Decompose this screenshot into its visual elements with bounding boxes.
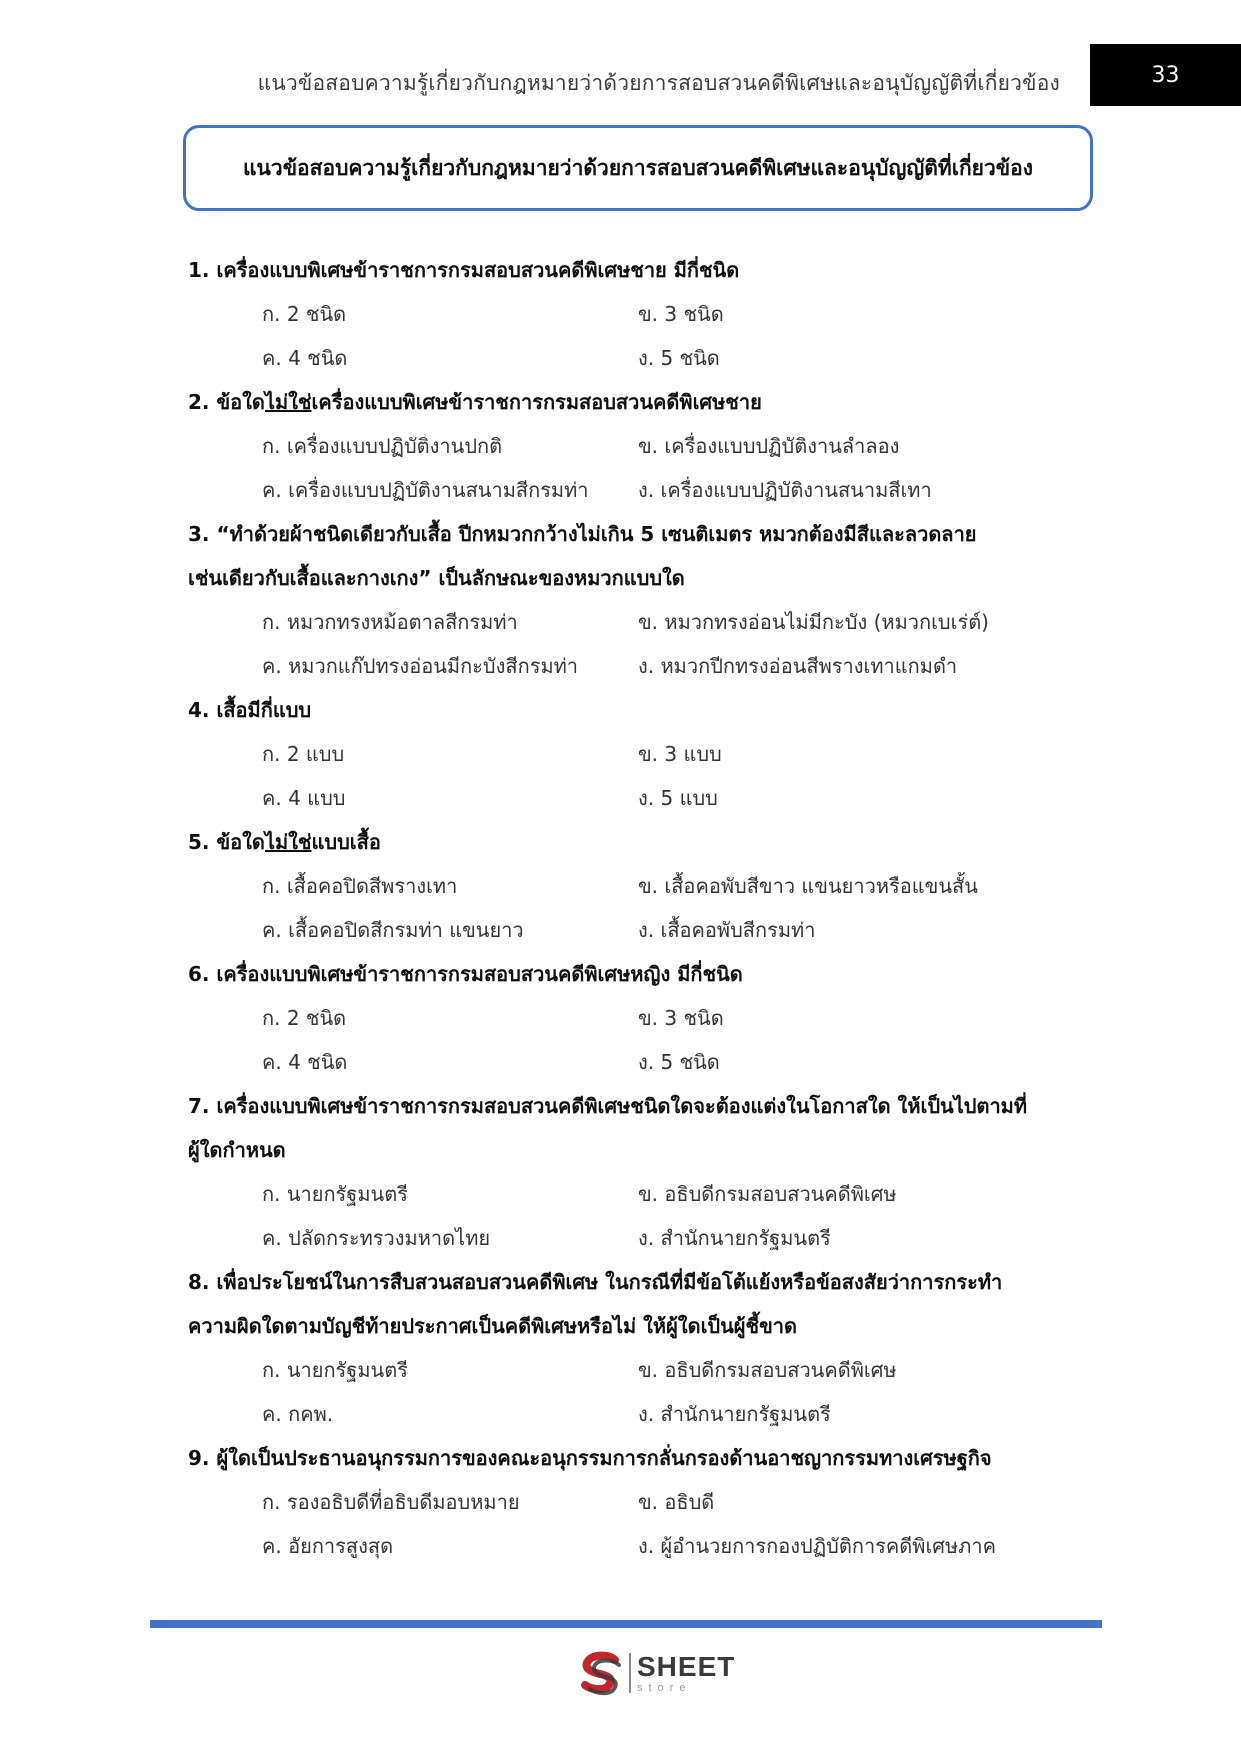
question-text: 1. เครื่องแบบพิเศษข้าราชการกรมสอบสวนคดีพิเศษชาย มีกี่ชนิด: [188, 258, 740, 282]
option-b: ข. เครื่องแบบปฏิบัติงานลำลอง: [638, 434, 900, 458]
question-9: [188, 1436, 1088, 1568]
option-d: ง. หมวกปีกทรงอ่อนสีพรางเทาแกมดำ: [638, 654, 958, 678]
option-d: ง. 5 ชนิด: [638, 346, 720, 370]
option-row: [188, 1348, 1088, 1392]
option-d: ง. สำนักนายกรัฐมนตรี: [638, 1226, 831, 1250]
option-row: [188, 776, 1088, 820]
option-row: [188, 996, 1088, 1040]
logo-subword: store: [637, 1681, 692, 1694]
option-c: ค. 4 แบบ: [262, 786, 346, 810]
option-row: [188, 600, 1088, 644]
option-row: [188, 1392, 1088, 1436]
option-row: [188, 468, 1088, 512]
question-6: [188, 952, 1088, 1084]
question-text: 6. เครื่องแบบพิเศษข้าราชการกรมสอบสวนคดีพิเศษหญิง มีกี่ชนิด: [188, 962, 743, 986]
option-d: ง. 5 แบบ: [638, 786, 718, 810]
option-row: [188, 644, 1088, 688]
option-row: [188, 1480, 1088, 1524]
question-text-line-1: 3. “ทำด้วยผ้าชนิดเดียวกับเสื้อ ปีกหมวกกว้างไม่เกิน 5 เซนติเมตร หมวกต้องมีสีและลวดลาย: [188, 522, 977, 546]
option-a: ก. 2 แบบ: [262, 742, 345, 766]
question-text-line-2: ความผิดใดตามบัญชีท้ายประกาศเป็นคดีพิเศษหรือไม่ ให้ผู้ใดเป็นผู้ชี้ขาด: [188, 1314, 797, 1338]
option-row: [188, 424, 1088, 468]
option-row: [188, 1216, 1088, 1260]
option-c: ค. เสื้อคอปิดสีกรมท่า แขนยาว: [262, 918, 524, 942]
question-text-end: เครื่องแบบพิเศษข้าราชการกรมสอบสวนคดีพิเศษชาย: [311, 390, 762, 414]
option-row: [188, 1524, 1088, 1568]
option-d: ง. เสื้อคอพับสีกรมท่า: [638, 918, 816, 942]
question-text: [188, 380, 1088, 424]
option-row: [188, 336, 1088, 380]
question-list: [188, 248, 1088, 1568]
question-text-line-1: 7. เครื่องแบบพิเศษข้าราชการกรมสอบสวนคดีพิเศษชนิดใดจะต้องแต่งในโอกาสใด ให้เป็นไปตามที่: [188, 1094, 1028, 1118]
option-row: [188, 864, 1088, 908]
option-c: ค. หมวกแก๊ปทรงอ่อนมีกะบังสีกรมท่า: [262, 654, 579, 678]
question-1: [188, 248, 1088, 380]
option-row: [188, 908, 1088, 952]
option-a: ก. นายกรัฐมนตรี: [262, 1182, 408, 1206]
option-d: ง. สำนักนายกรัฐมนตรี: [638, 1402, 831, 1426]
option-row: [188, 1172, 1088, 1216]
question-8: [188, 1260, 1088, 1436]
question-5: [188, 820, 1088, 952]
logo-text: [637, 1650, 736, 1694]
question-3: [188, 512, 1088, 688]
logo-word: SHEET: [637, 1650, 736, 1682]
option-a: ก. เครื่องแบบปฏิบัติงานปกติ: [262, 434, 503, 458]
option-row: [188, 1040, 1088, 1084]
underlined-negation: ไม่ใช่: [264, 830, 312, 854]
page-number: 33: [1090, 44, 1241, 106]
section-title: แนวข้อสอบความรู้เกี่ยวกับกฎหมายว่าด้วยการสอบสวนคดีพิเศษและอนุบัญญัติที่เกี่ยวข้อง: [243, 155, 1033, 180]
option-a: ก. 2 ชนิด: [262, 1006, 347, 1030]
option-c: ค. ปลัดกระทรวงมหาดไทย: [262, 1226, 491, 1250]
option-d: ง. ผู้อำนวยการกองปฏิบัติการคดีพิเศษภาค: [638, 1534, 996, 1558]
option-b: ข. 3 แบบ: [638, 742, 722, 766]
question-text-start: 2. ข้อใด: [188, 390, 265, 414]
question-text-line-2: เช่นเดียวกับเสื้อและกางเกง” เป็นลักษณะของหมวกแบบใด: [188, 566, 685, 590]
option-c: ค. กคพ.: [262, 1402, 334, 1426]
option-c: ค. 4 ชนิด: [262, 346, 348, 370]
question-7: [188, 1084, 1088, 1260]
question-text-line-2: ผู้ใดกำหนด: [188, 1138, 286, 1162]
sheet-store-s-logo-icon: [575, 1648, 625, 1698]
option-c: ค. 4 ชนิด: [262, 1050, 348, 1074]
question-2: [188, 380, 1088, 512]
option-a: ก. เสื้อคอปิดสีพรางเทา: [262, 874, 458, 898]
option-b: ข. อธิบดีกรมสอบสวนคดีพิเศษ: [638, 1358, 897, 1382]
option-d: ง. 5 ชนิด: [638, 1050, 720, 1074]
question-text-start: 5. ข้อใด: [188, 830, 265, 854]
logo-separator: [629, 1653, 631, 1693]
option-c: ค. อัยการสูงสุด: [262, 1534, 394, 1558]
sheet-store-logo: [575, 1648, 735, 1698]
question-text: 9. ผู้ใดเป็นประธานอนุกรรมการของคณะอนุกรรมการกลั่นกรองด้านอาชญากรรมทางเศรษฐกิจ: [188, 1446, 992, 1470]
option-b: ข. อธิบดี: [638, 1490, 715, 1514]
question-text: 4. เสื้อมีกี่แบบ: [188, 698, 312, 722]
option-d: ง. เครื่องแบบปฏิบัติงานสนามสีเทา: [638, 478, 932, 502]
option-a: ก. นายกรัฐมนตรี: [262, 1358, 408, 1382]
running-header-title: แนวข้อสอบความรู้เกี่ยวกับกฎหมายว่าด้วยการสอบสวนคดีพิเศษและอนุบัญญัติที่เกี่ยวข้อง: [257, 71, 1060, 95]
option-a: ก. หมวกทรงหม้อตาลสีกรมท่า: [262, 610, 518, 634]
section-title-box: [183, 125, 1093, 211]
option-b: ข. 3 ชนิด: [638, 1006, 724, 1030]
question-text: [188, 820, 1088, 864]
option-row: [188, 732, 1088, 776]
question-4: [188, 688, 1088, 820]
question-text-end: แบบเสื้อ: [311, 830, 381, 854]
option-b: ข. หมวกทรงอ่อนไม่มีกะบัง (หมวกเบเร่ต์): [638, 610, 989, 634]
option-b: ข. 3 ชนิด: [638, 302, 724, 326]
underlined-negation: ไม่ใช่: [264, 390, 312, 414]
footer-divider: [150, 1620, 1102, 1628]
option-c: ค. เครื่องแบบปฏิบัติงานสนามสีกรมท่า: [262, 478, 589, 502]
option-b: ข. อธิบดีกรมสอบสวนคดีพิเศษ: [638, 1182, 897, 1206]
option-row: [188, 292, 1088, 336]
option-a: ก. รองอธิบดีที่อธิบดีมอบหมาย: [262, 1490, 520, 1514]
option-a: ก. 2 ชนิด: [262, 302, 347, 326]
option-b: ข. เสื้อคอพับสีขาว แขนยาวหรือแขนสั้น: [638, 874, 978, 898]
question-text-line-1: 8. เพื่อประโยชน์ในการสืบสวนสอบสวนคดีพิเศษ ในกรณีที่มีข้อโต้แย้งหรือข้อสงสัยว่าการกระทำ: [188, 1270, 1003, 1294]
